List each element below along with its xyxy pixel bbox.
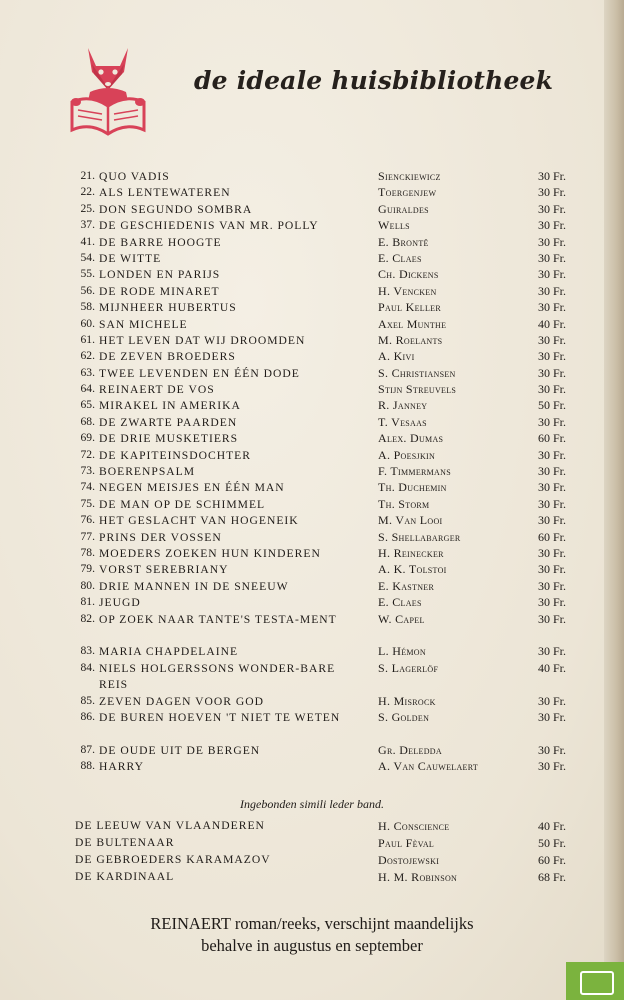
bound-edition-note: Ingebonden simili leder band.	[240, 797, 384, 811]
book-row	[0, 300, 624, 316]
book-author: H. Conscience	[378, 819, 450, 833]
book-author: A. Van Cauwelaert	[378, 759, 479, 774]
book-row	[0, 694, 624, 710]
book-price: 30 Fr.	[537, 169, 566, 183]
book-author: Wells	[378, 218, 410, 233]
book-number: 22.	[80, 185, 95, 199]
fox-reading-book-icon	[66, 44, 150, 140]
book-author: A. Kivi	[378, 349, 415, 364]
book-row	[0, 382, 624, 398]
book-number: 21.	[80, 169, 95, 182]
book-author: W. Capel	[378, 611, 425, 626]
book-number: 87.	[80, 742, 95, 756]
book-title: DE GESCHIEDENIS VAN MR. POLLY	[99, 219, 319, 233]
book-price: 30 Fr.	[537, 332, 566, 347]
book-row	[0, 202, 624, 218]
book-row	[0, 251, 624, 267]
book-number: 65.	[80, 398, 95, 412]
book-author: Guiraldes	[378, 201, 429, 216]
book-title: DE BARRE HOOGTE	[99, 235, 222, 249]
book-author: A. Poesjkin	[378, 447, 436, 462]
book-author: Sienckiewicz	[378, 169, 441, 183]
book-row	[0, 284, 624, 300]
book-title: NIELS HOLGERSSONS WONDER-BARE REIS	[99, 661, 336, 692]
book-title: DON SEGUNDO SOMBRA	[99, 202, 253, 216]
book-author: Paul Fèval	[378, 836, 435, 850]
book-price: 60 Fr.	[537, 529, 566, 544]
book-author: Axel Munthe	[378, 316, 447, 331]
book-number: 63.	[80, 365, 95, 379]
book-price: 30 Fr.	[537, 496, 566, 511]
page-title: de ideale huisbibliotheek	[194, 66, 554, 95]
book-price: 60 Fr.	[537, 431, 566, 446]
book-title: DE ZEVEN BROEDERS	[99, 350, 236, 364]
book-price: 30 Fr.	[537, 742, 566, 757]
book-price: 30 Fr.	[537, 480, 566, 495]
book-price: 30 Fr.	[537, 513, 566, 528]
book-price: 30 Fr.	[537, 693, 566, 708]
book-number: 88.	[80, 759, 95, 773]
book-number: 61.	[80, 332, 95, 346]
book-number: 81.	[80, 595, 95, 609]
book-price: 30 Fr.	[537, 644, 566, 659]
book-price: 50 Fr.	[537, 836, 566, 850]
book-number: 73.	[80, 464, 95, 478]
book-number: 79.	[80, 562, 95, 576]
book-title: DE MAN OP DE SCHIMMEL	[99, 497, 266, 511]
book-title: PRINS DER VOSSEN	[99, 530, 222, 544]
book-price: 40 Fr.	[537, 819, 566, 833]
book-row	[0, 530, 624, 546]
book-title: REINAERT DE VOS	[99, 383, 215, 397]
book-title: HET LEVEN DAT WIJ DROOMDEN	[99, 333, 306, 347]
book-number: 37.	[80, 218, 95, 232]
book-price: 30 Fr.	[537, 447, 566, 462]
bound-book-list	[0, 819, 624, 887]
book-row	[0, 366, 624, 382]
book-row	[0, 431, 624, 447]
book-title: VORST SEREBRIANY	[99, 563, 229, 577]
book-row	[0, 480, 624, 496]
book-price: 30 Fr.	[537, 562, 566, 577]
book-author: H. M. Robinson	[378, 870, 458, 884]
book-price: 30 Fr.	[537, 185, 566, 200]
book-number: 84.	[80, 660, 95, 674]
book-title: DE WITTE	[99, 251, 162, 265]
book-title: DE ZWARTE PAARDEN	[99, 415, 238, 429]
book-row	[0, 235, 624, 251]
book-number: 25.	[80, 201, 95, 215]
book-title: DE LEEUW VAN VLAANDEREN	[75, 819, 265, 832]
book-title: HET GESLACHT VAN HOGENEIK	[99, 514, 299, 528]
book-author: Th. Duchemin	[378, 480, 447, 495]
book-author: L. Hémon	[378, 644, 426, 659]
book-number: 62.	[80, 349, 95, 363]
book-row	[0, 612, 624, 645]
book-price: 60 Fr.	[537, 853, 566, 867]
book-row	[0, 415, 624, 431]
book-row	[0, 218, 624, 234]
book-row	[0, 562, 624, 578]
series-footer	[0, 913, 624, 957]
book-price: 30 Fr.	[537, 578, 566, 593]
book-list	[0, 169, 624, 776]
book-row	[0, 644, 624, 660]
book-number: 78.	[80, 545, 95, 559]
book-row	[0, 267, 624, 283]
book-number: 69.	[80, 431, 95, 445]
book-price: 50 Fr.	[537, 398, 566, 413]
book-price: 30 Fr.	[537, 545, 566, 560]
footer-line-1: REINAERT roman/reeks, verschijnt maandelijks	[150, 914, 474, 933]
book-title: LONDEN EN PARIJS	[99, 268, 221, 282]
book-row	[0, 448, 624, 464]
book-author: Toergenjew	[378, 185, 437, 200]
book-title: DE OUDE UIT DE BERGEN	[99, 743, 261, 757]
book-number: 56.	[80, 283, 95, 297]
book-price: 30 Fr.	[537, 349, 566, 364]
book-title: DE KAPITEINSDOCHTER	[99, 448, 251, 462]
book-title: DE KARDINAAL	[75, 870, 175, 883]
book-row	[0, 743, 624, 759]
book-price: 30 Fr.	[537, 365, 566, 380]
book-number: 83.	[80, 644, 95, 658]
book-number: 86.	[80, 709, 95, 723]
book-price: 30 Fr.	[537, 382, 566, 397]
book-title: DRIE MANNEN IN DE SNEEUW	[99, 579, 289, 593]
book-price: 30 Fr.	[537, 611, 566, 626]
book-row	[0, 759, 624, 775]
book-price: 30 Fr.	[537, 300, 566, 315]
book-price: 30 Fr.	[537, 218, 566, 233]
book-number: 74.	[80, 480, 95, 494]
book-price: 30 Fr.	[537, 267, 566, 282]
book-price: 30 Fr.	[537, 759, 566, 774]
book-row	[0, 464, 624, 480]
book-row	[0, 661, 624, 694]
book-title: DE GEBROEDERS KARAMAZOV	[75, 853, 271, 866]
book-title: NEGEN MEISJES EN ÉÉN MAN	[99, 481, 285, 495]
book-title: TWEE LEVENDEN EN ÉÉN DODE	[99, 366, 300, 380]
book-title: ZEVEN DAGEN VOOR GOD	[99, 694, 265, 708]
book-author: S. Golden	[378, 709, 430, 724]
book-row	[0, 579, 624, 595]
book-author: R. Janney	[378, 398, 428, 413]
book-author: Stijn Streuvels	[378, 382, 457, 397]
book-author: S. Lagerlöf	[378, 660, 439, 675]
book-number: 68.	[80, 414, 95, 428]
book-row	[0, 349, 624, 365]
book-title: HARRY	[99, 760, 144, 774]
book-number: 85.	[80, 693, 95, 707]
book-price: 40 Fr.	[537, 660, 566, 675]
book-row	[0, 497, 624, 513]
book-title: SAN MICHELE	[99, 317, 188, 331]
book-number: 60.	[80, 316, 95, 330]
book-author: E. Claes	[378, 250, 422, 265]
book-price: 40 Fr.	[537, 316, 566, 331]
book-row	[0, 333, 624, 349]
book-price: 30 Fr.	[537, 464, 566, 479]
book-price: 30 Fr.	[537, 234, 566, 249]
book-author: T. Vesaas	[378, 414, 427, 429]
book-author: H. Misrock	[378, 693, 436, 708]
book-number: 76.	[80, 513, 95, 527]
book-author: H. Vencken	[378, 283, 437, 298]
book-author: Alex. Dumas	[378, 431, 444, 446]
book-title: ALS LENTEWATEREN	[99, 186, 231, 200]
book-number: 82.	[80, 611, 95, 625]
bound-book-row	[0, 836, 624, 853]
corner-stamp-icon	[566, 962, 624, 1000]
book-price: 68 Fr.	[537, 870, 566, 884]
book-author: E. Kastner	[378, 578, 435, 593]
book-row	[0, 185, 624, 201]
book-title: MIJNHEER HUBERTUS	[99, 301, 237, 315]
book-author: F. Timmermans	[378, 464, 451, 479]
book-title: DE BULTENAAR	[75, 836, 175, 849]
book-title: MARIA CHAPDELAINE	[99, 645, 239, 659]
book-author: M. Roelants	[378, 332, 443, 347]
book-author: S. Christiansen	[378, 365, 456, 380]
book-number: 64.	[80, 382, 95, 396]
book-author: Gr. Deledda	[378, 742, 442, 757]
book-price: 30 Fr.	[537, 709, 566, 724]
book-title: DE BUREN HOEVEN 'T NIET TE WETEN	[99, 710, 341, 724]
book-row	[0, 546, 624, 562]
bound-book-row	[0, 819, 624, 836]
book-title: QUO VADIS	[99, 170, 170, 183]
book-title: BOERENPSALM	[99, 465, 196, 479]
book-title: MOEDERS ZOEKEN HUN KINDEREN	[99, 546, 321, 560]
book-price: 30 Fr.	[537, 250, 566, 265]
book-row	[0, 595, 624, 611]
book-row	[0, 398, 624, 414]
book-author: E. Brontë	[378, 234, 429, 249]
book-number: 41.	[80, 234, 95, 248]
book-author: H. Reinecker	[378, 545, 444, 560]
book-number: 80.	[80, 578, 95, 592]
book-title: MIRAKEL IN AMERIKA	[99, 399, 241, 413]
book-price: 30 Fr.	[537, 283, 566, 298]
book-number: 58.	[80, 300, 95, 314]
bound-book-row	[0, 870, 624, 887]
book-author: M. Van Looi	[378, 513, 443, 528]
book-row	[0, 513, 624, 529]
book-price: 30 Fr.	[537, 201, 566, 216]
book-author: Ch. Dickens	[378, 267, 439, 282]
book-row	[0, 317, 624, 333]
book-number: 55.	[80, 267, 95, 281]
book-author: Dostojewski	[378, 853, 440, 867]
book-number: 75.	[80, 496, 95, 510]
bound-book-row	[0, 853, 624, 870]
book-number: 72.	[80, 447, 95, 461]
book-author: Th. Storm	[378, 496, 430, 511]
book-author: A. K. Tolstoi	[378, 562, 447, 577]
book-author: S. Shellabarger	[378, 529, 461, 544]
book-number: 54.	[80, 250, 95, 264]
book-title: DE RODE MINARET	[99, 284, 220, 298]
book-title: OP ZOEK NAAR TANTE'S TESTA-MENT	[99, 612, 337, 626]
book-row	[0, 710, 624, 743]
book-price: 30 Fr.	[537, 414, 566, 429]
book-number: 77.	[80, 529, 95, 543]
book-author: E. Claes	[378, 595, 422, 610]
book-row	[0, 169, 624, 185]
book-author: Paul Keller	[378, 300, 441, 315]
book-price: 30 Fr.	[537, 595, 566, 610]
book-title: JEUGD	[99, 596, 141, 610]
book-title: DE DRIE MUSKETIERS	[99, 432, 239, 446]
footer-line-2: behalve in augustus en september	[201, 936, 423, 955]
